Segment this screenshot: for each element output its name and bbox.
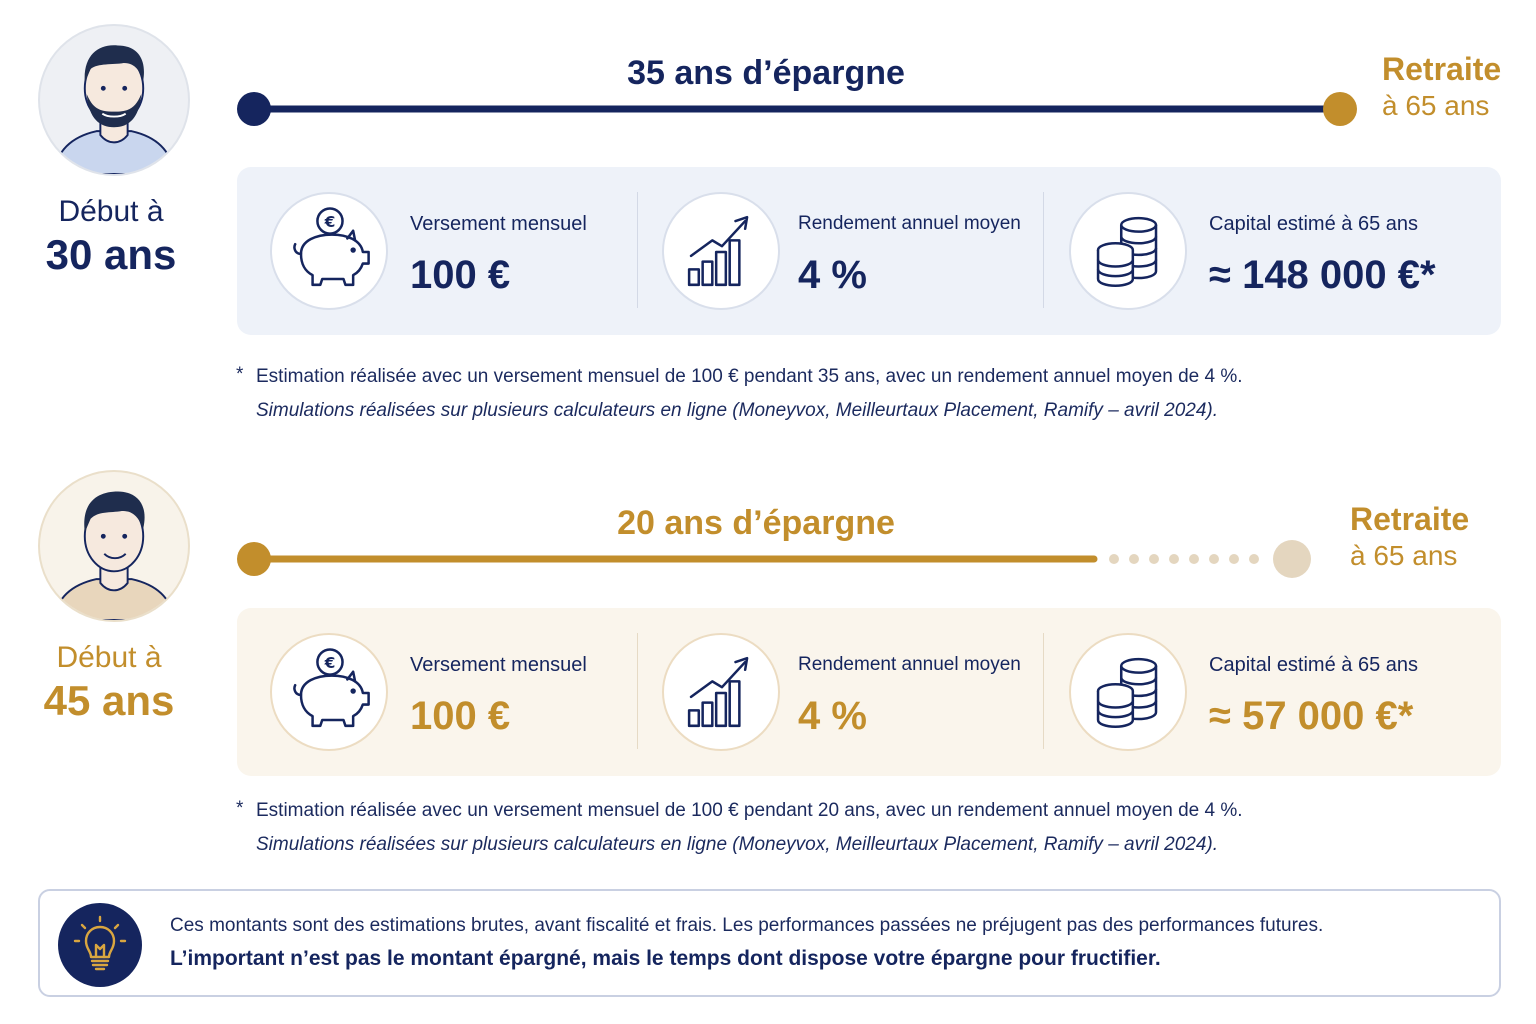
timeline-end-dot [1273,540,1311,578]
growth-chart-icon [662,192,780,310]
disclaimer-box [38,889,1501,997]
divider [637,633,638,749]
svg-text:€: € [324,653,336,672]
footnote [236,798,1436,858]
growth-chart-icon [662,633,780,751]
start-age-value: 30 ans [45,231,177,278]
disclaimer-text: Ces montants sont des estimations brutes, avant fiscalité et frais. Les performances passées ne préjugent pas des performances futures. [170,915,1324,936]
timeline-bar [230,534,1370,584]
divider [637,192,638,308]
footnote-sources: Simulations réalisées sur plusieurs calculateurs en ligne (Moneyvox, Meilleurtaux Placement, Ramify – avril 2024). [256,834,1219,855]
timeline-start-dot [237,542,271,576]
retraite-title: Retraite [1350,501,1470,537]
retraite-label [1350,500,1500,574]
key-message: L’important n’est pas le montant épargné, mais le temps dont dispose votre épargne pour fructifier. [170,947,1161,970]
footnote-estimation: Estimation réalisée avec un versement mensuel de 100 € pendant 35 ans, avec un rendement annuel moyen de 4 %. [256,366,1243,387]
piggy-bank-euro-icon [270,192,388,310]
divider [1043,192,1044,308]
piggy-bank-euro-icon [270,633,388,751]
footnote [236,364,1436,424]
footnote-star: * [236,364,244,385]
avatar-man [38,470,190,622]
start-age-value: 45 ans [43,677,175,724]
lightbulb-icon [58,903,142,987]
stat-value: 100 € [410,694,511,738]
coin-stacks-icon [1069,633,1187,751]
start-age-label [36,194,186,280]
timeline-start-dot [237,92,271,126]
stat-label: Versement mensuel [410,654,587,676]
divider [1043,633,1044,749]
timeline-title: 20 ans d’épargne [617,504,895,542]
timeline-title: 35 ans d’épargne [627,54,905,92]
footnote-estimation: Estimation réalisée avec un versement mensuel de 100 € pendant 20 ans, avec un rendement annuel moyen de 4 %. [256,800,1243,821]
retraite-age: à 65 ans [1382,90,1490,121]
stats-panel [237,608,1501,776]
stat-label: Versement mensuel [410,213,587,235]
avatar-bearded-man [38,24,190,176]
retraite-title: Retraite [1382,51,1502,87]
stat-value: 4 % [798,253,867,297]
stat-label: Rendement annuel moyen [798,213,1021,234]
timeline-end-dot [1323,92,1357,126]
retraite-label [1382,50,1532,124]
timeline-bar [230,84,1370,134]
stat-label: Capital estimé à 65 ans [1209,213,1419,235]
start-age-label [34,640,184,726]
svg-text:€: € [324,212,336,231]
stat-value: ≈ 148 000 €* [1209,253,1436,297]
footnote-sources: Simulations réalisées sur plusieurs calculateurs en ligne (Moneyvox, Meilleurtaux Placement, Ramify – avril 2024). [256,400,1219,421]
stats-panel [237,167,1501,335]
scenario-45-ans [0,450,1536,870]
footnote-star: * [236,798,244,819]
stat-value: ≈ 57 000 €* [1209,694,1414,738]
scenario-30-ans [0,0,1536,440]
timeline-dotted-remainder [1109,554,1259,564]
start-age-prefix: Début à [56,641,162,674]
retraite-age: à 65 ans [1350,540,1458,571]
stat-value: 100 € [410,253,511,297]
stat-value: 4 % [798,694,867,738]
coin-stacks-icon [1069,192,1187,310]
stat-label: Rendement annuel moyen [798,654,1021,675]
start-age-prefix: Début à [58,195,164,228]
stat-label: Capital estimé à 65 ans [1209,654,1419,676]
